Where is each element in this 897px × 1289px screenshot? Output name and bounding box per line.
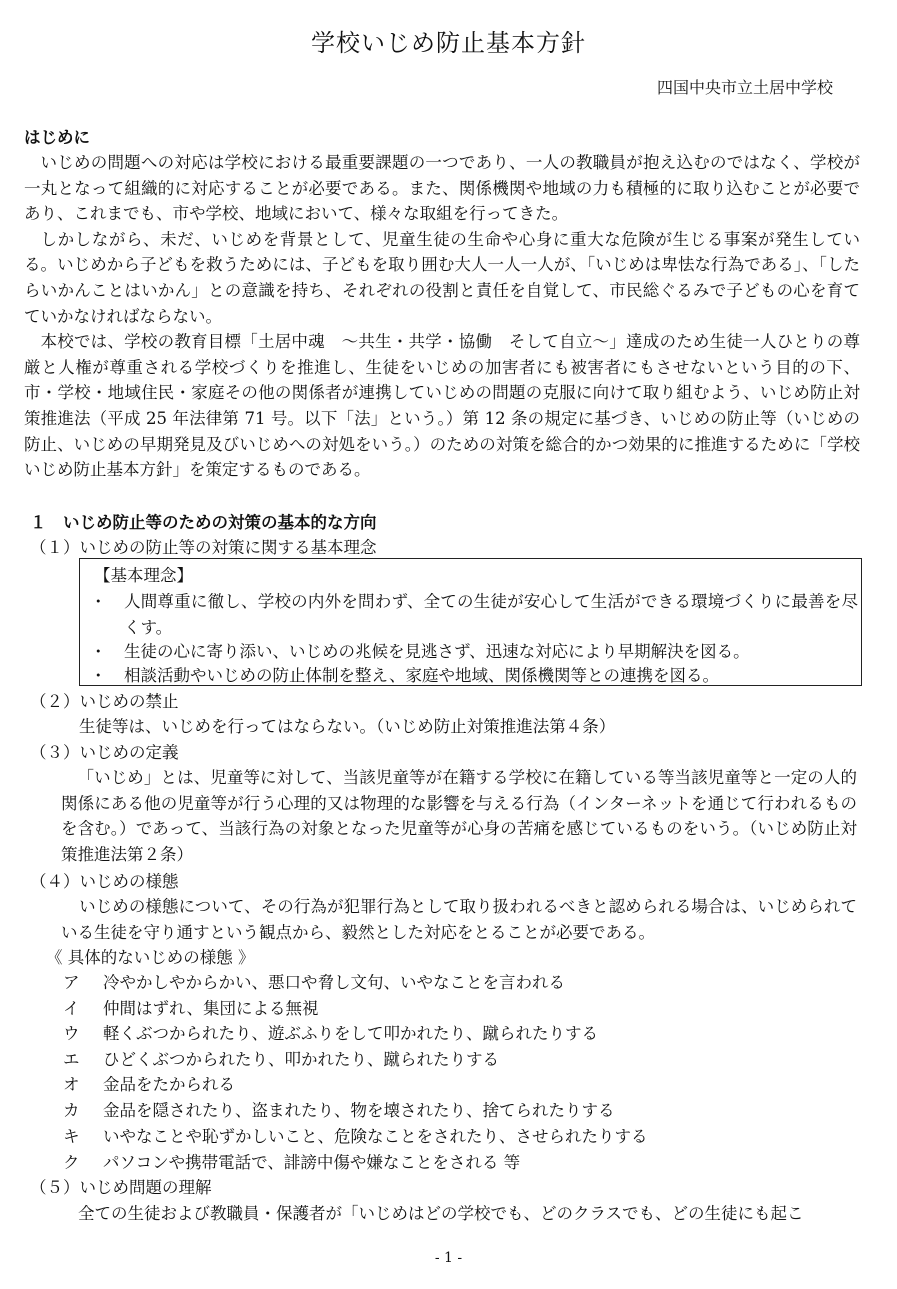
intro-paragraph: いじめの問題への対応は学校における最重要課題の一つであり、一人の教職員が抱え込むのではなく、学校が一丸となって組織的に対応することが必要である。また、関係機関や地域の力も積極的に取り込むことが必要であり、これまでも、市や学校、地域において、様々な取組を行ってきた。 — [24, 153, 860, 224]
item-text: 金品を隠されたり、盗まれたり、物を壊されたり、捨てられたりする — [103, 1101, 615, 1120]
subsection-3-heading: （３）いじめの定義 — [30, 743, 179, 762]
box-title: 【基本理念】 — [94, 566, 193, 585]
item-text: パソコンや携帯電話で、誹謗中傷や嫌なことをされる 等 — [103, 1153, 521, 1172]
subsection-2-heading: （２）いじめの禁止 — [30, 692, 179, 711]
item-mark: ア — [63, 973, 80, 992]
item-mark: オ — [63, 1075, 80, 1094]
item-text: いやなことや恥ずかしいこと、危険なことをされたり、させられたりする — [103, 1127, 648, 1146]
bullet-mark: ・ — [90, 592, 107, 611]
item-mark: ウ — [63, 1024, 80, 1043]
intro-body — [24, 150, 860, 483]
school-name: 四国中央市立土居中学校 — [656, 78, 833, 97]
item-mark: イ — [63, 999, 80, 1018]
intro-heading: はじめに — [24, 128, 90, 147]
subsection-4-body — [61, 894, 857, 945]
principle-item — [90, 589, 858, 641]
bullet-mark: ・ — [90, 666, 107, 685]
bullet-mark: ・ — [90, 642, 107, 661]
subsection-1-heading: （１）いじめの防止等の対策に関する基本理念 — [30, 538, 377, 557]
intro-paragraph: 本校では、学校の教育目標「土居中魂 ～共生・共学・協働 そして自立～」達成のため生徒一人ひとりの尊厳と人権が尊重される学校づくりを推進し、生徒をいじめの加害者にも被害者にもさせないという目的の下、市・学校・地域住民・家庭その他の関係者が連携していじめの問題の克服に向けて取り組むよう、いじめ防止対策推進法（平成 25 年法律第 71 号。以下「法」という。）第 12 条の規定に基づき、いじめの防止等（いじめの防止、いじめの早期発見及びいじめへの対処をいう。）のための対策を総合的かつ効果的に推進するために「学校いじめ防止基本方針」を策定するものである。 — [24, 332, 860, 480]
item-text: 軽くぶつかられたり、遊ぶふりをして叩かれたり、蹴られたりする — [103, 1024, 598, 1043]
item-mark: キ — [63, 1127, 80, 1146]
principle-text: 生徒の心に寄り添い、いじめの兆候を見逃さず、迅速な対応により早期解決を図る。 — [124, 642, 750, 661]
document-title: 学校いじめ防止基本方針 — [311, 29, 586, 57]
item-mark: ク — [63, 1153, 80, 1172]
subsection-3-body — [61, 765, 857, 867]
item-text: ひどくぶつかられたり、叩かれたり、蹴られたりする — [103, 1050, 499, 1069]
definition-text: 「いじめ」とは、児童等に対して、当該児童等が在籍する学校に在籍している等当該児童等と一定の人的関係にある他の児童等が行う心理的又は物理的な影響を与える行為（インターネットを通じて行われるものを含む。）であって、当該行為の対象となった児童等が心身の苦痛を感じているものをいう。（いじめ防止対策推進法第２条） — [61, 768, 857, 864]
modes-text: いじめの様態について、その行為が犯罪行為として取り扱われるべきと認められる場合は、いじめられている生徒を守り通すという観点から、毅然とした対応をとることが必要である。 — [61, 897, 857, 942]
subsection-5-heading: （５）いじめ問題の理解 — [30, 1178, 212, 1197]
principle-text: 人間尊重に徹し、学校の内外を問わず、全ての生徒が安心して生活ができる環境づくりに最善を尽くす。 — [124, 592, 858, 637]
item-text: 仲間はずれ、集団による無視 — [103, 999, 319, 1018]
item-text: 冷やかしやからかい、悪口や脅し文句、いやなことを言われる — [103, 973, 565, 992]
item-mark: カ — [63, 1101, 80, 1120]
basic-principles-box — [79, 558, 862, 686]
intro-paragraph: しかしながら、未だ、いじめを背景として、児童生徒の生命や心身に重大な危険が生じる事案が発生している。いじめから子どもを救うためには、子どもを取り囲む大人一人一人が、「いじめは卑怯な行為である」、「したらいかんことはいかん」との意識を持ち、それぞれの役割と責任を自覚して、市民総ぐるみで子どもの心を育てていかなければならない。 — [24, 229, 861, 326]
section-1-heading: １ いじめ防止等のための対策の基本的な方向 — [30, 513, 377, 532]
subsection-2-text: 生徒等は、いじめを行ってはならない。（いじめ防止対策推進法第４条） — [79, 717, 616, 736]
subsection-5-text: 全ての生徒および教職員・保護者が「いじめはどの学校でも、どのクラスでも、どの生徒にも起こ — [78, 1204, 804, 1223]
item-text: 金品をたかられる — [103, 1075, 235, 1094]
subsection-4-heading: （４）いじめの様態 — [30, 872, 179, 891]
page-number: - 1 - — [434, 1250, 463, 1266]
modes-list-heading: 《 具体的ないじめの様態 》 — [46, 948, 255, 967]
principle-text: 相談活動やいじめの防止体制を整え、家庭や地域、関係機関等との連携を図る。 — [124, 666, 719, 685]
item-mark: エ — [63, 1050, 80, 1069]
